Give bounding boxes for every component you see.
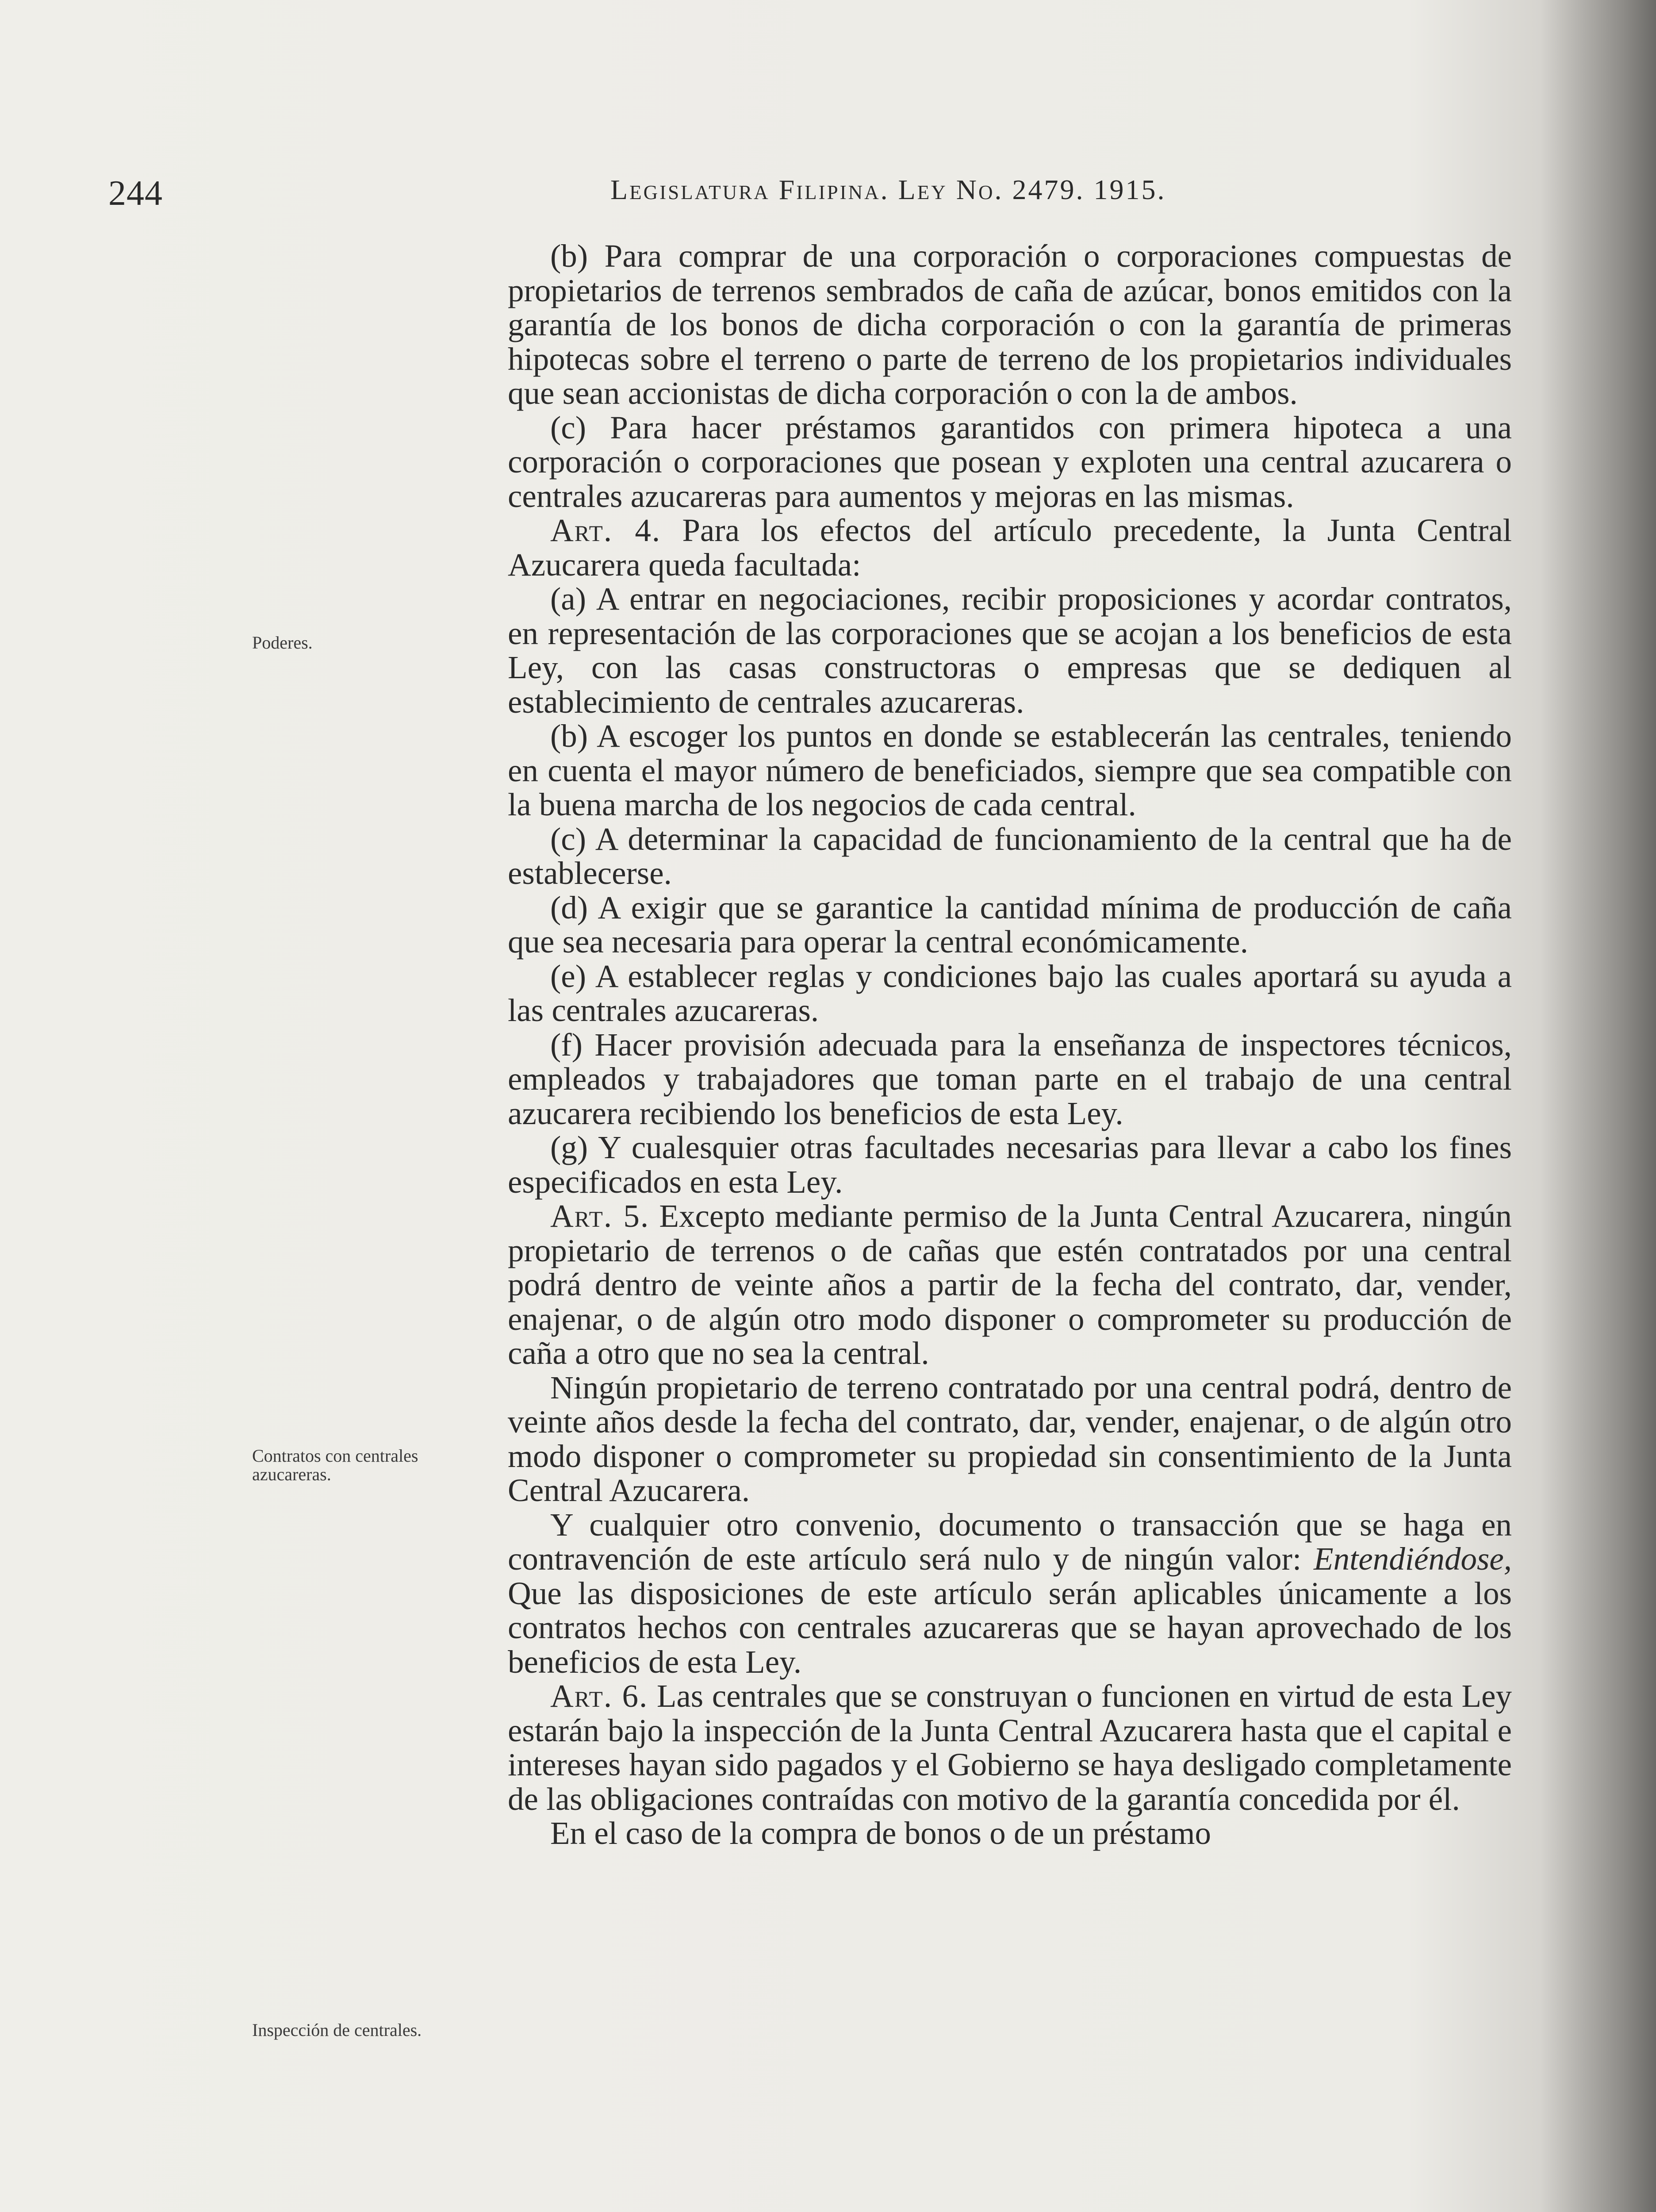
paragraph-art4-c: (c) A determinar la capacidad de funcionamiento de la central que ha de establecerse. [508,821,1512,891]
article-4-text: Para los efectos del artículo precedente, la Junta Central Azucarera queda facultada: [508,512,1512,583]
article-6-text: Las centrales que se construyan o funcionen en virtud de esta Ley estarán bajo la inspección de la Junta Central Azucarera hasta que el capital e intereses hayan sido pagados y el Gobierno se haya desligado completamente de las obligaciones contraídas con motivo de la garantía concedida por él. [508,1678,1512,1817]
article-4-label: Art. 4. [550,512,661,548]
article-6-label: Art. 6. [550,1678,648,1714]
paragraph-c-prestamos: (c) Para hacer préstamos garantidos con primera hipoteca a una corporación o corporaciones que posean y exploten una central azucarera o centrales azucareras para aumentos y mejoras en las mismas. [508,409,1512,514]
art5-p3-end: Que las disposiciones de este artículo serán aplicables únicamente a los contratos hechos con centrales azucareras que se hayan aprovechado de los beneficios de esta Ley. [508,1575,1512,1680]
article-4 [508,513,1512,582]
paragraph-art5-3 [508,1508,1512,1679]
paragraph-art5-2: Ningún propietario de terreno contratado por una central podrá, dentro de veinte años desde la fecha del contrato, dar, vender, enajenar, o de algún otro modo disponer o comprometer su propiedad sin consentimiento de la Junta Central Azucarera. [508,1369,1512,1508]
running-head: Legislatura Filipina. Ley No. 2479. 1915. [610,174,1166,205]
sidenote-contratos: Contratos con centrales azucareras. [252,1446,418,1484]
art5-p3-emphasis: Entendiéndose, [1313,1541,1512,1577]
page-number: 244 [108,174,163,213]
paragraph-last-line: En el caso de la compra de bonos o de un préstamo [550,1815,1211,1851]
article-5 [508,1199,1512,1371]
article-5-text: Excepto mediante permiso de la Junta Central Azucarera, ningún propietario de terrenos o de cañas que estén contratados por una central podrá dentro de veinte años a partir de la fecha del contrato, dar, vender, enajenar, o de algún otro modo disponer o comprometer su producción de caña a otro que no sea la central. [508,1198,1512,1371]
body-text [508,239,1512,1851]
paragraph-art4-b: (b) A escoger los puntos en donde se establecerán las centrales, teniendo en cuenta el mayor número de beneficiados, siempre que sea compatible con la buena marcha de los negocios de cada central. [508,718,1512,822]
article-6 [508,1679,1512,1816]
paragraph-art4-d: (d) A exigir que se garantice la cantidad mínima de producción de caña que sea necesaria para operar la central económicamente. [508,889,1512,960]
paragraph-art4-a: (a) A entrar en negociaciones, recibir proposiciones y acordar contratos, en representación de las corporaciones que se acojan a los beneficios de esta Ley, con las casas constructoras o empresas que se dediquen al establecimiento de centrales azucareras. [508,581,1512,720]
paragraph-art4-g: (g) Y cualesquier otras facultades necesarias para llevar a cabo los fines especificados en esta Ley. [508,1129,1512,1200]
paragraph-art4-f: (f) Hacer provisión adecuada para la enseñanza de inspectores técnicos, empleados y trabajadores que toman parte en el trabajo de una central azucarera recibiendo los beneficios de esta Ley. [508,1026,1512,1131]
art5-p3-start: Y cualquier otro convenio, documento o transacción que se haga en contravención de este artículo será nulo y de ningún valor: [508,1506,1512,1577]
sidenote-poderes: Poderes. [252,633,313,653]
paragraph-b-comprar: (b) Para comprar de una corporación o corporaciones compuestas de propietarios de terrenos sembrados de caña de azúcar, bonos emitidos con la garantía de los bonos de dicha corporación o con la garantía de primeras hipotecas sobre el terreno o parte de terreno de los propietarios individuales que sean accionistas de dicha corporación o con la de ambos. [508,238,1512,411]
paragraph-art4-e: (e) A establecer reglas y condiciones bajo las cuales aportará su ayuda a las centrales azucareras. [508,958,1512,1028]
sidenote-inspeccion: Inspección de centrales. [252,2020,422,2040]
article-5-label: Art. 5. [550,1198,650,1234]
